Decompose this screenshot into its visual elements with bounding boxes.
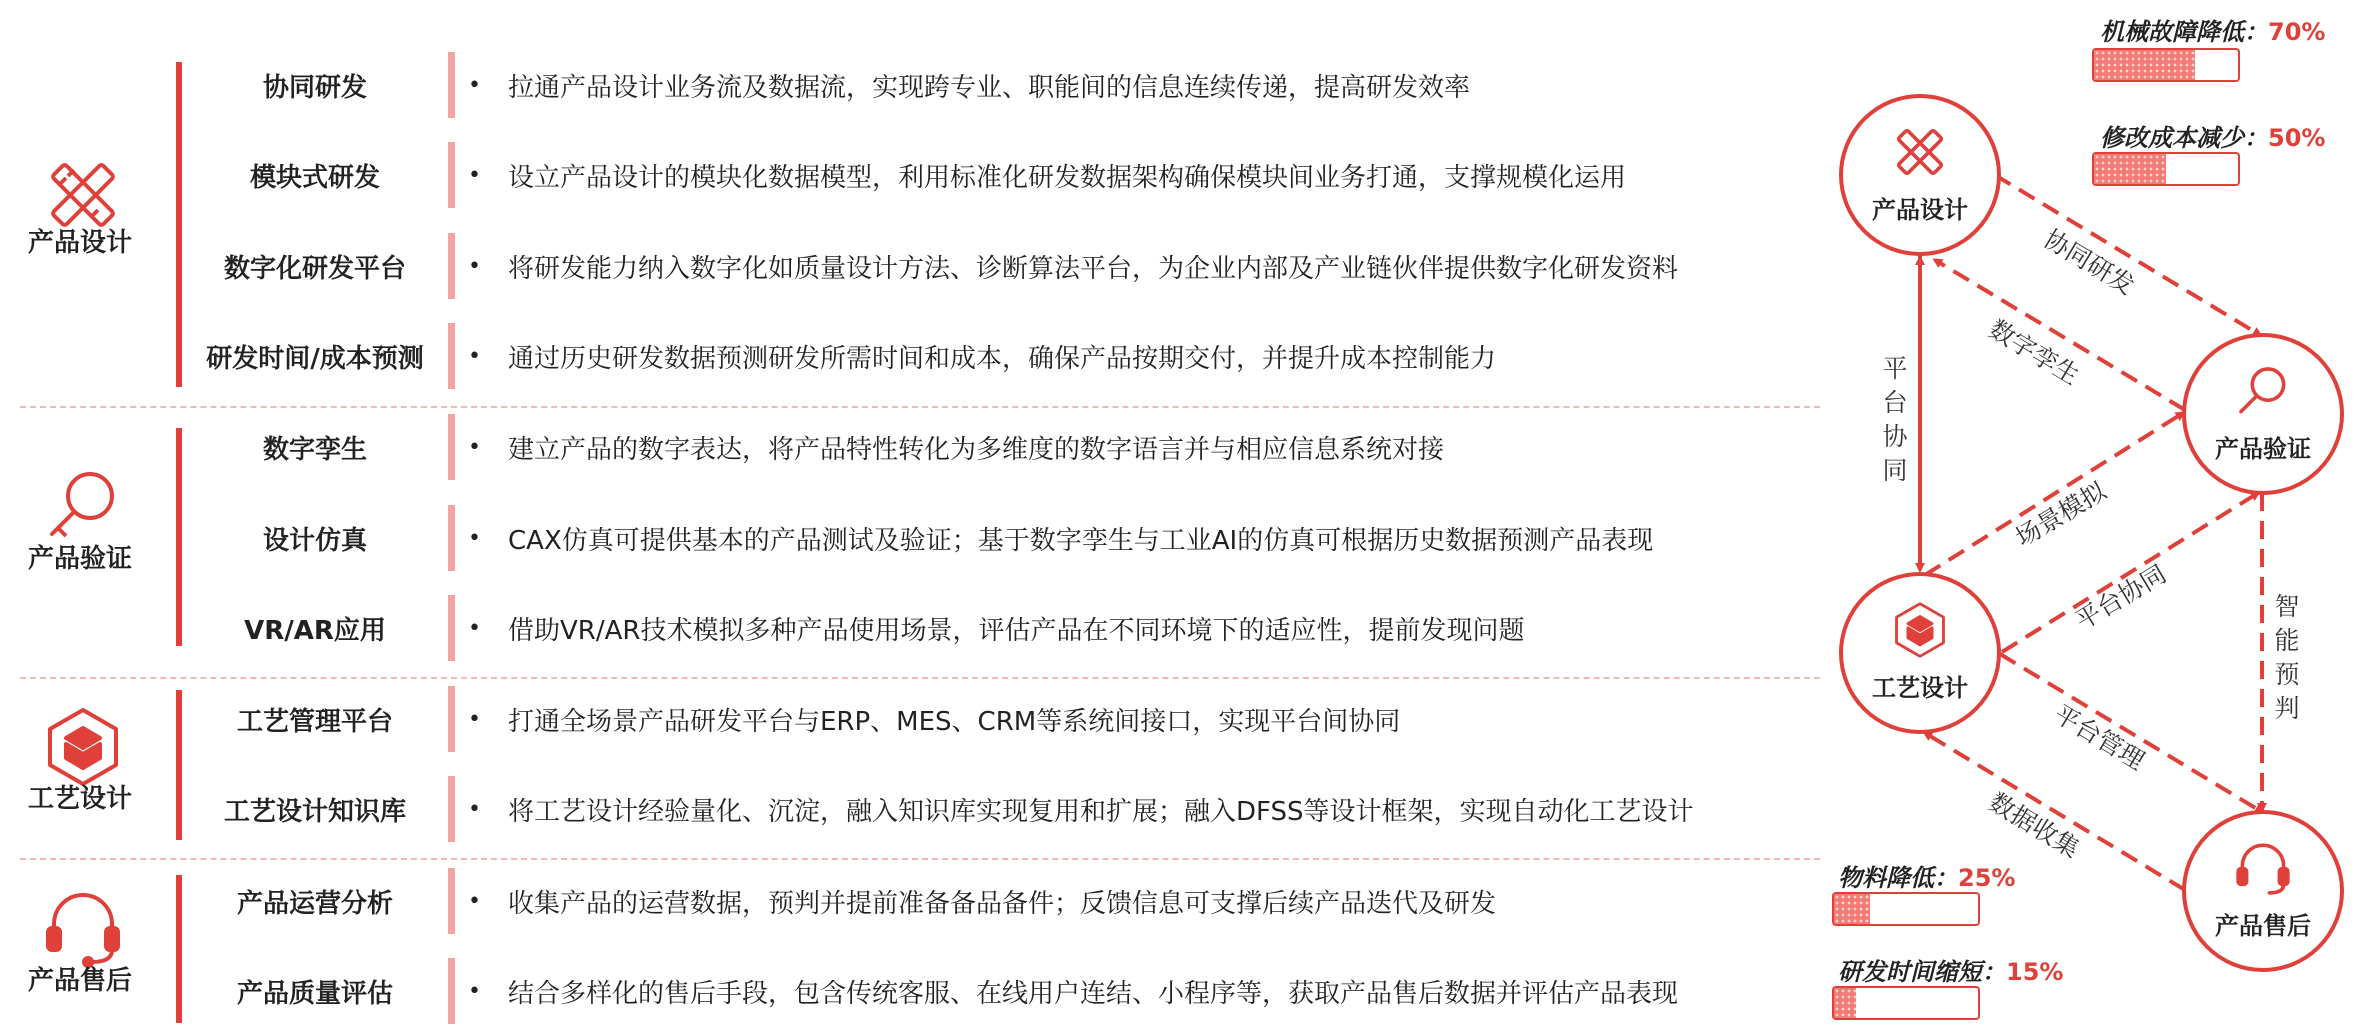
item-label: 协同研发	[262, 72, 367, 103]
node-label: 产品验证	[2215, 435, 2311, 463]
item-label: 产品运营分析	[236, 888, 393, 919]
category-label: 产品验证	[27, 544, 132, 574]
item-label: VR/AR应用	[244, 615, 386, 646]
item-desc: • 建立产品的数字表达，将产品特性转化为多维度的数字语言并与相应信息系统对接	[468, 434, 1445, 465]
metric-progress-bar	[1832, 892, 1980, 926]
item-desc: • 借助VR/AR技术模拟多种产品使用场景，评估产品在不同环境下的适应性，提前发现问题	[468, 615, 1525, 646]
arrow-process-to-verify-1	[1925, 413, 2183, 575]
item-label: 设计仿真	[262, 525, 367, 556]
pencil-ruler-icon	[1888, 120, 1952, 184]
category-label: 工艺设计	[27, 784, 132, 814]
item-desc: • 收集产品的运营数据，预判并提前准备备品备件；反馈信息可支撑后续产品迭代及研发	[468, 888, 1497, 919]
headset-icon	[2231, 836, 2295, 900]
item-desc: • 设立产品设计的模块化数据模型，利用标准化研发数据架构确保模块间业务打通，支撑规模化运用	[468, 162, 1627, 193]
node-label: 产品设计	[1872, 196, 1968, 224]
edge-label-platform-mgmt: 平台管理	[2048, 699, 2150, 776]
metric-fill	[1834, 988, 1856, 1018]
category-label: 产品售后	[27, 966, 132, 996]
metric-title: 修改成本减少：50%	[2100, 124, 2326, 152]
item-label: 产品质量评估	[236, 978, 393, 1009]
edge-label-platform-collab-vertical: 平台协同	[1882, 354, 1908, 485]
node-label: 产品售后	[2215, 912, 2311, 940]
item-desc: • 将工艺设计经验量化、沉淀，融入知识库实现复用和扩展；融入DFSS等设计框架，实现自动化工艺设计	[468, 796, 1694, 827]
hexagon-cube-icon	[1888, 598, 1952, 662]
metric-fill	[1834, 894, 1870, 924]
item-label: 模块式研发	[249, 162, 380, 193]
node-after-sales	[2182, 810, 2344, 972]
edge-label-scenario-sim: 场景模拟	[2010, 476, 2112, 553]
item-desc: • 通过历史研发数据预测研发所需时间和成本，确保产品按期交付，并提升成本控制能力	[468, 343, 1497, 374]
edge-label-collab-rd: 协同研发	[2038, 224, 2140, 301]
edge-label-smart-predict: 智能预判	[2274, 592, 2300, 723]
item-desc: • 结合多样化的售后手段，包含传统客服、在线用户连结、小程序等，获取产品售后数据并评估产品表现	[468, 978, 1679, 1009]
metric-progress-bar	[2092, 152, 2240, 186]
metric-fill	[2094, 154, 2166, 184]
node-product-design	[1839, 94, 2001, 256]
item-desc: • CAX仿真可提供基本的产品测试及验证；基于数字孪生与工业AI的仿真可根据历史数据预测产品表现	[468, 525, 1654, 556]
metric-progress-bar	[1832, 986, 1980, 1020]
item-label: 数字化研发平台	[223, 253, 406, 284]
edge-label-data-collection: 数据收集	[1983, 787, 2085, 864]
item-label: 工艺设计知识库	[223, 796, 406, 827]
metric-fill	[2094, 50, 2195, 80]
item-desc: • 拉通产品设计业务流及数据流，实现跨专业、职能间的信息连续传递，提高研发效率	[468, 72, 1471, 103]
arrow-design-to-verify	[1995, 175, 2260, 335]
item-label: 工艺管理平台	[236, 706, 393, 737]
item-label: 研发时间/成本预测	[206, 343, 424, 374]
category-label: 产品设计	[27, 228, 132, 258]
item-label: 数字孪生	[262, 434, 367, 465]
item-desc: • 打通全场景产品研发平台与ERP、MES、CRM等系统间接口，实现平台间协同	[468, 706, 1401, 737]
node-product-verification	[2182, 333, 2344, 495]
metric-progress-bar	[2092, 48, 2240, 82]
item-desc: • 将研发能力纳入数字化如质量设计方法、诊断算法平台，为企业内部及产业链伙伴提供数字化研发资料	[468, 253, 1679, 284]
edge-label-platform-collab: 平台协同	[2070, 559, 2172, 636]
magnifier-icon	[2231, 359, 2295, 423]
node-process-design	[1839, 572, 2001, 734]
metric-title: 物料降低：25%	[1838, 864, 2016, 892]
edge-label-digital-twin: 数字孪生	[1983, 314, 2085, 391]
metric-title: 机械故障降低：70%	[2100, 18, 2326, 46]
node-label: 工艺设计	[1872, 674, 1968, 702]
metric-title: 研发时间缩短：15%	[1838, 958, 2064, 986]
